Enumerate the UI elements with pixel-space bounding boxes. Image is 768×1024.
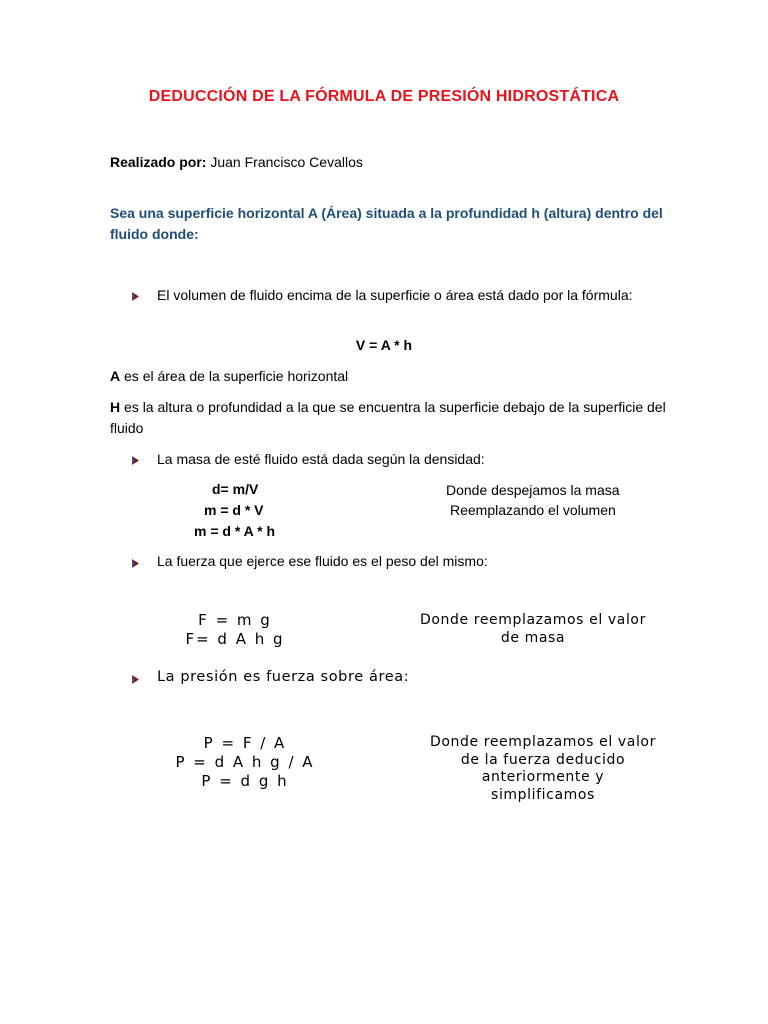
a-definition [110, 366, 670, 387]
force-formula-2: F= d A h g [185, 630, 285, 648]
section4-bullet-text: La presión es fuerza sobre área: [157, 669, 410, 685]
h-def-text: es la altura o profundidad a la que se encuentra la superficie debajo de la superficie del fluido [110, 399, 666, 436]
force-formula-1: F = m g [198, 611, 272, 629]
intro-paragraph: Sea una superficie horizontal A (Área) situada a la profundidad h (altura) dentro del fluido donde: [110, 205, 663, 242]
volume-formula: V = A * h [355, 337, 413, 353]
section1-bullet-text: El volumen de fluido encima de la superficie o área está dado por la fórmula: [157, 287, 633, 303]
pressure-formula-3: P = d g h [201, 772, 289, 790]
mass-formula-1: m = d * V [204, 502, 264, 518]
a-term: A [110, 368, 121, 384]
pressure-formula-2: P = d A h g / A [175, 753, 315, 771]
author-name: Juan Francisco Cevallos [210, 154, 363, 170]
bullet-icon [131, 455, 141, 466]
section3-bullet-text: La fuerza que ejerce ese fluido es el peso del mismo: [157, 553, 488, 569]
bullet-icon [131, 674, 141, 685]
author-label: Realizado por: [110, 154, 207, 170]
a-def-text: es el área de la superficie horizontal [120, 368, 349, 384]
h-definition [110, 397, 670, 439]
bullet-icon [131, 291, 141, 302]
author-line [110, 152, 363, 172]
pressure-note: Donde reemplazamos el valor de la fuerza deducido anteriormente y simplificamos [430, 734, 656, 803]
mass-note-1: Donde despejamos la masa [446, 482, 620, 498]
mass-note-2: Reemplazando el volumen [450, 502, 616, 518]
document-title: DEDUCCIÓN DE LA FÓRMULA DE PRESIÓN HIDROSTÁTICA [148, 88, 620, 105]
h-term: H [110, 399, 121, 415]
density-formula: d= m/V [212, 481, 259, 497]
mass-formula-2: m = d * A * h [194, 523, 276, 539]
force-note: Donde reemplazamos el valor de masa [420, 612, 646, 646]
section2-bullet-text: La masa de esté fluido está dada según la densidad: [157, 451, 485, 467]
pressure-formula-1: P = F / A [203, 734, 287, 752]
bullet-icon [131, 558, 141, 569]
